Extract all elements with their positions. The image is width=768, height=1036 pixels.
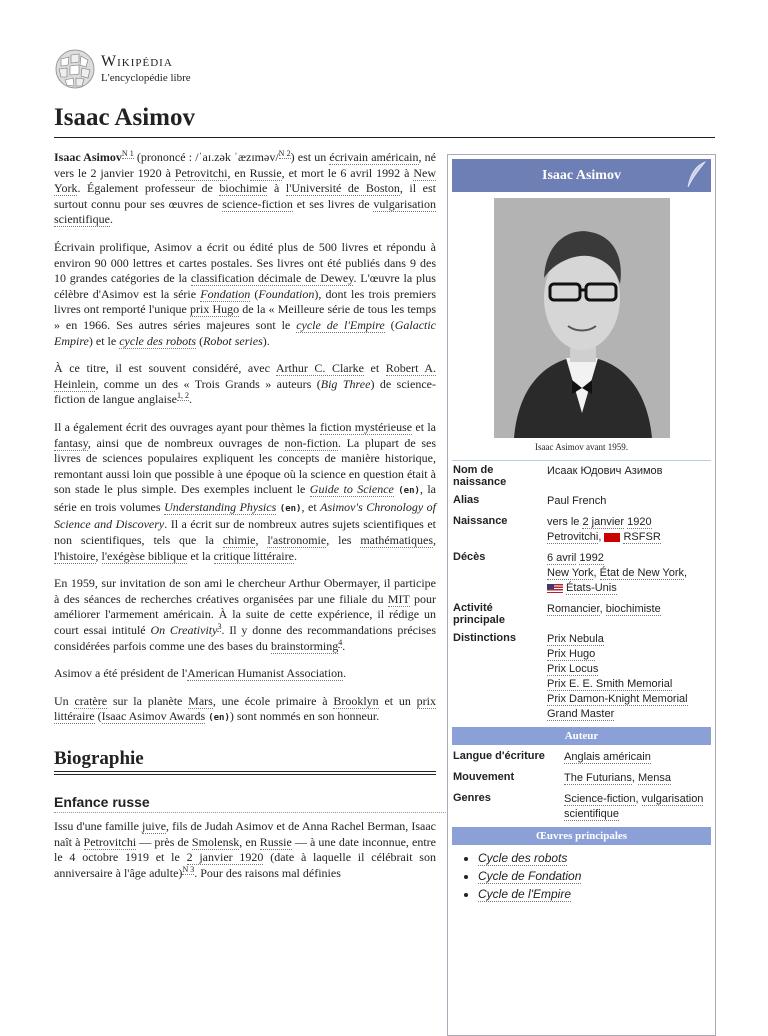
- paragraph-intro: [54, 150, 436, 228]
- text-run: . Il a écrit sur de nombreux autres sujets scientifiques et non scientifiques, tels que la: [54, 517, 436, 548]
- text-run: ), dont les trois premiers livres ont remporté l'unique: [54, 286, 436, 317]
- article-link[interactable]: 1920: [627, 516, 652, 528]
- text-run: . Il y donne des recommandations précises considérées parfois comme une des bases du: [54, 623, 436, 653]
- text-run: , les: [326, 533, 361, 548]
- logo-name: Wikipédia: [101, 53, 173, 70]
- text-run: (prononcé : /ˈaɪ.zək ˈæzɪməv/: [133, 150, 279, 164]
- article-link[interactable]: 6 avril: [547, 552, 577, 564]
- article-link[interactable]: Science-fiction: [564, 793, 636, 805]
- text-run: ) de science-fiction de langue anglaise: [54, 376, 436, 407]
- text-run: À ce titre, il est souvent considéré, avec: [54, 361, 276, 376]
- text-run: ,: [433, 533, 436, 548]
- article-link[interactable]: Russie: [259, 834, 292, 849]
- text-run: et la: [412, 419, 436, 434]
- text-run: ,: [598, 531, 605, 543]
- text-run: .: [109, 212, 113, 227]
- text-run: pour améliorer l'armement américain. À la suite de cette expérience, il rédige un court essai intitulé: [54, 591, 436, 638]
- text-run: ,: [593, 567, 600, 579]
- article-link[interactable]: American Humanist Association: [187, 666, 344, 681]
- paragraph-themes: [54, 420, 436, 564]
- text-run: Asimov's Chronology of Science and Discovery: [54, 499, 436, 532]
- infobox-value: [543, 599, 715, 629]
- text-run: .: [342, 638, 346, 653]
- title-divider: [54, 137, 715, 138]
- subsection-heading-enfance: Enfance russe: [54, 795, 714, 814]
- article-link[interactable]: brainstorming: [270, 638, 339, 653]
- works-list-item: [478, 851, 715, 865]
- article-link[interactable]: mathématiques: [360, 533, 433, 548]
- reference-link[interactable]: 4: [338, 637, 343, 647]
- article-link[interactable]: RSFSR: [623, 531, 661, 543]
- text-run: ,: [631, 772, 638, 784]
- article-link[interactable]: fiction mystérieuse: [320, 419, 413, 434]
- paragraph-childhood: [54, 819, 436, 881]
- article-link[interactable]: vulgarisation scientifique: [564, 793, 704, 820]
- text-run: (: [384, 317, 395, 332]
- infobox-row: [448, 768, 715, 789]
- paragraph-honours: [54, 694, 436, 727]
- infobox-label: Genres: [453, 792, 491, 804]
- reference-link[interactable]: N 3: [182, 864, 195, 874]
- text-run: ,: [255, 533, 268, 548]
- text-run: . Également professeur de: [77, 181, 220, 196]
- infobox-value: [543, 548, 715, 599]
- text-run: , comme un des « Trois Grands » auteurs (: [95, 376, 321, 391]
- article-link[interactable]: Fondation: [200, 286, 251, 301]
- article-link[interactable]: État de New York: [599, 567, 684, 579]
- article-link[interactable]: Arthur C. Clarke: [275, 361, 364, 376]
- article-link[interactable]: Prix Locus: [547, 663, 599, 675]
- article-link[interactable]: écrivain américain: [329, 150, 419, 164]
- infobox-author-table: [448, 747, 715, 825]
- text-run: — près de: [136, 834, 192, 849]
- article-link[interactable]: Mars: [188, 693, 213, 708]
- article-link[interactable]: l'astronomie: [267, 533, 327, 548]
- text-run: , une école primaire à: [212, 693, 334, 708]
- text-run: , né vers le 2 janvier 1920 à: [54, 150, 436, 180]
- text-run: .: [343, 666, 347, 681]
- infobox-value: [543, 461, 715, 491]
- article-link[interactable]: États-Unis: [566, 582, 617, 594]
- infobox-label: Langue d'écriture: [453, 750, 545, 762]
- work-link[interactable]: Cycle de l'Empire: [478, 887, 571, 901]
- quill-icon: [685, 161, 707, 189]
- article-link[interactable]: 2 janvier 1920: [186, 850, 264, 865]
- article-link[interactable]: Prix Damon-Knight Memorial Grand Master: [547, 693, 688, 720]
- article-link[interactable]: New York: [54, 165, 436, 196]
- article-link[interactable]: 1992: [579, 552, 604, 564]
- infobox-label: Décès: [453, 551, 486, 563]
- text-run: On Creativity: [150, 623, 218, 638]
- infobox-title: Isaac Asimov: [542, 168, 621, 183]
- text-run: ,: [635, 793, 642, 805]
- reference-link[interactable]: N 1: [121, 149, 134, 158]
- text-run: En 1959, sur invitation de son ami le chercheur Arthur Obermayer, il participe à des séances de recherches créatives organisées par une filiale du: [54, 576, 436, 606]
- text-run: , et: [301, 499, 321, 514]
- infobox-label: Nom de naissance: [453, 464, 507, 488]
- article-link[interactable]: The Futurians: [564, 772, 632, 784]
- paragraph-creativity: [54, 576, 436, 654]
- infobox-label: Mouvement: [453, 771, 515, 783]
- text-run: et la: [187, 548, 214, 563]
- infobox-row: [448, 789, 715, 825]
- article-link[interactable]: classification décimale de Dewey: [190, 271, 354, 286]
- text-run: ,: [95, 548, 102, 563]
- infobox-value: [543, 512, 715, 548]
- infobox-row: [448, 461, 715, 491]
- infobox-value: [560, 768, 715, 789]
- infobox-value: [560, 789, 715, 825]
- paragraph-humanist: [54, 666, 436, 682]
- article-link[interactable]: chimie: [222, 533, 256, 548]
- page-title: Isaac Asimov: [54, 104, 195, 131]
- text-run: Il a également écrit des ouvrages ayant pour thèmes la: [54, 419, 321, 434]
- text-run: , la série en trois volumes: [54, 482, 436, 514]
- article-link[interactable]: Prix Nebula: [547, 633, 604, 645]
- flag-us-icon: [547, 584, 563, 593]
- flag-ussr-icon: [604, 533, 620, 542]
- infobox-label: Distinctions: [453, 632, 516, 644]
- language-tag[interactable]: (en): [398, 486, 420, 497]
- article-link[interactable]: fantasy: [54, 435, 88, 450]
- text-run: Исаак Юдович Азимов: [547, 465, 663, 477]
- infobox-band-oeuvres: Œuvres principales: [452, 827, 711, 845]
- article-link[interactable]: l'histoire: [54, 548, 96, 563]
- article-link[interactable]: 2 janvier: [582, 516, 625, 528]
- article-link[interactable]: Mensa: [638, 772, 672, 784]
- text-run: Issu d'une famille: [54, 819, 143, 834]
- infobox-value: [543, 629, 715, 725]
- article-link[interactable]: juive: [142, 819, 167, 834]
- article-link[interactable]: Prix E. E. Smith Memorial: [547, 678, 673, 690]
- article-link[interactable]: cratère: [74, 693, 108, 708]
- text-run: et: [363, 361, 386, 376]
- text-run: Écrivain prolifique, Asimov a écrit ou édité plus de 500 livres et répondu à environ 90 000 lettres et cartes postales. Ses livres ont été publiés dans 9 des 10 grandes catégories de la: [54, 239, 436, 286]
- text-run: . La plupart de ses livres de sciences populaires expliquent les concepts de manière historique, remontant aussi loin que possible à une époque où la science en question était à son stade le plus simple. Des exemples incluent le: [54, 435, 436, 497]
- text-run: , en: [227, 165, 250, 180]
- article-link[interactable]: Prix Hugo: [547, 648, 596, 660]
- language-tag[interactable]: (en): [279, 503, 302, 514]
- section-divider: [54, 774, 436, 775]
- article-link[interactable]: New York: [547, 567, 594, 579]
- article-link[interactable]: Isaac Asimov Awards: [101, 709, 206, 724]
- infobox-label: Alias: [453, 494, 480, 506]
- reference-link[interactable]: 1, 2: [176, 391, 189, 401]
- infobox-row: [448, 747, 715, 768]
- text-run: (: [196, 333, 204, 348]
- text-run: ,: [599, 603, 606, 615]
- text-run: ,: [684, 567, 688, 579]
- wikipedia-globe-logo[interactable]: [53, 49, 97, 89]
- paragraph-big-three: [54, 361, 436, 408]
- text-run: et un: [378, 693, 417, 708]
- article-link[interactable]: biochimiste: [605, 603, 661, 615]
- text-run: , fils de Judah Asimov et de Anna Rachel Berman, Isaac naît à: [54, 819, 437, 849]
- text-run: (: [250, 286, 259, 301]
- text-run: Paul French: [547, 495, 607, 507]
- text-run: vers le: [547, 516, 583, 528]
- language-tag[interactable]: (en): [208, 713, 230, 724]
- infobox-row: [448, 512, 715, 548]
- text-run: — à une date inconnue, entre le 4 octobre 1919 et le: [54, 834, 437, 865]
- article-link[interactable]: Anglais américain: [564, 751, 651, 763]
- text-run: à: [267, 181, 286, 196]
- text-run: ) est un: [290, 150, 330, 164]
- paragraph-prolific: [54, 240, 436, 349]
- works-list-item: [478, 869, 715, 883]
- article-link[interactable]: biochimie: [219, 181, 268, 196]
- infobox-label: Activité principale: [453, 602, 505, 626]
- text-run: .: [293, 548, 297, 563]
- text-run: , il est surtout connu pour ses œuvres de: [54, 181, 436, 211]
- article-link[interactable]: cycle des robots: [119, 333, 197, 348]
- text-run: ) sont nommés en son honneur.: [229, 709, 380, 724]
- article-link[interactable]: Brooklyn: [333, 693, 379, 708]
- article-link[interactable]: prix littéraire: [54, 693, 436, 724]
- text-run: Foundation: [258, 286, 315, 301]
- article-link[interactable]: vulgarisation scientifique: [54, 196, 437, 227]
- text-run: et ses livres de: [292, 196, 374, 211]
- text-run: de la « Meilleure série de tous les temps » en 1966. Ses autres séries majeures sont le: [54, 302, 437, 332]
- article-link[interactable]: critique littéraire: [213, 548, 294, 563]
- article-link[interactable]: non-fiction: [284, 435, 338, 450]
- portrait-caption: Isaac Asimov avant 1959.: [452, 442, 711, 461]
- text-run: Robot series: [203, 333, 263, 348]
- infobox-row: [448, 629, 715, 725]
- logo-tagline: L'encyclopédie libre: [101, 72, 191, 84]
- article-link[interactable]: cycle de l'Empire: [296, 317, 385, 332]
- text-run: . L'œuvre la plus célèbre d'Asimov est la série: [54, 271, 436, 301]
- article-link[interactable]: Robert A. Heinlein: [54, 361, 436, 391]
- article-link[interactable]: l'exégèse biblique: [101, 548, 188, 563]
- works-list: [448, 851, 715, 901]
- text-run: . Pour des raisons mal définies: [194, 865, 341, 880]
- article-link[interactable]: science-fiction: [222, 196, 293, 211]
- article-link[interactable]: Petrovitchi: [547, 531, 599, 543]
- text-run: , ainsi que de nombreux ouvrages de: [87, 435, 285, 450]
- article-link[interactable]: Petrovitchi: [174, 165, 228, 180]
- article-link[interactable]: prix Hugo: [190, 302, 240, 317]
- text-run: ).: [262, 333, 270, 348]
- infobox-header: [452, 159, 711, 192]
- article-link[interactable]: Russie: [249, 165, 282, 180]
- text-run: sur la planète: [107, 693, 189, 708]
- article-link[interactable]: Petrovitchi: [83, 834, 137, 849]
- text-run: Asimov a été président de l': [54, 666, 188, 681]
- text-run: .: [188, 392, 192, 407]
- work-link[interactable]: Cycle des robots: [478, 851, 568, 865]
- infobox-row: [448, 491, 715, 512]
- article-link[interactable]: Romancier: [547, 603, 600, 615]
- infobox-band-auteur: Auteur: [452, 727, 711, 745]
- article-link[interactable]: Understanding Physics: [164, 499, 277, 514]
- article-link[interactable]: MIT: [387, 591, 410, 606]
- infobox-table: [448, 461, 715, 725]
- text-run: (date à laquelle il célébrait son anniversaire à l'âge adulte): [54, 850, 436, 880]
- work-link[interactable]: Cycle de Fondation: [478, 869, 582, 883]
- section-heading-biographie: Biographie: [54, 751, 436, 772]
- text-run: ) et le: [88, 333, 120, 348]
- reference-link[interactable]: N 2: [278, 149, 291, 158]
- infobox-row: [448, 548, 715, 599]
- reference-link[interactable]: 3: [217, 622, 222, 632]
- article-body: [54, 150, 436, 894]
- text-run: Un: [54, 693, 75, 708]
- text-run: Isaac Asimov: [54, 150, 122, 164]
- infobox-label: Naissance: [453, 515, 508, 527]
- text-run: , et mort le 6 avril 1992 à: [281, 165, 414, 180]
- infobox-value: [560, 747, 715, 768]
- article-link[interactable]: l'Université de Boston: [285, 181, 400, 196]
- text-run: (: [94, 709, 102, 724]
- text-run: Big Three: [320, 376, 371, 391]
- infobox: [447, 154, 716, 1036]
- portrait-photo[interactable]: [494, 198, 670, 438]
- text-run: , en: [239, 834, 260, 849]
- infobox-value: [543, 491, 715, 512]
- wikipedia-wordmark[interactable]: [101, 53, 191, 84]
- text-run: Galactic Empire: [54, 317, 437, 348]
- article-link[interactable]: Smolensk: [191, 834, 240, 849]
- infobox-row: [448, 599, 715, 629]
- works-list-item: [478, 887, 715, 901]
- article-link[interactable]: Guide to Science: [309, 482, 394, 497]
